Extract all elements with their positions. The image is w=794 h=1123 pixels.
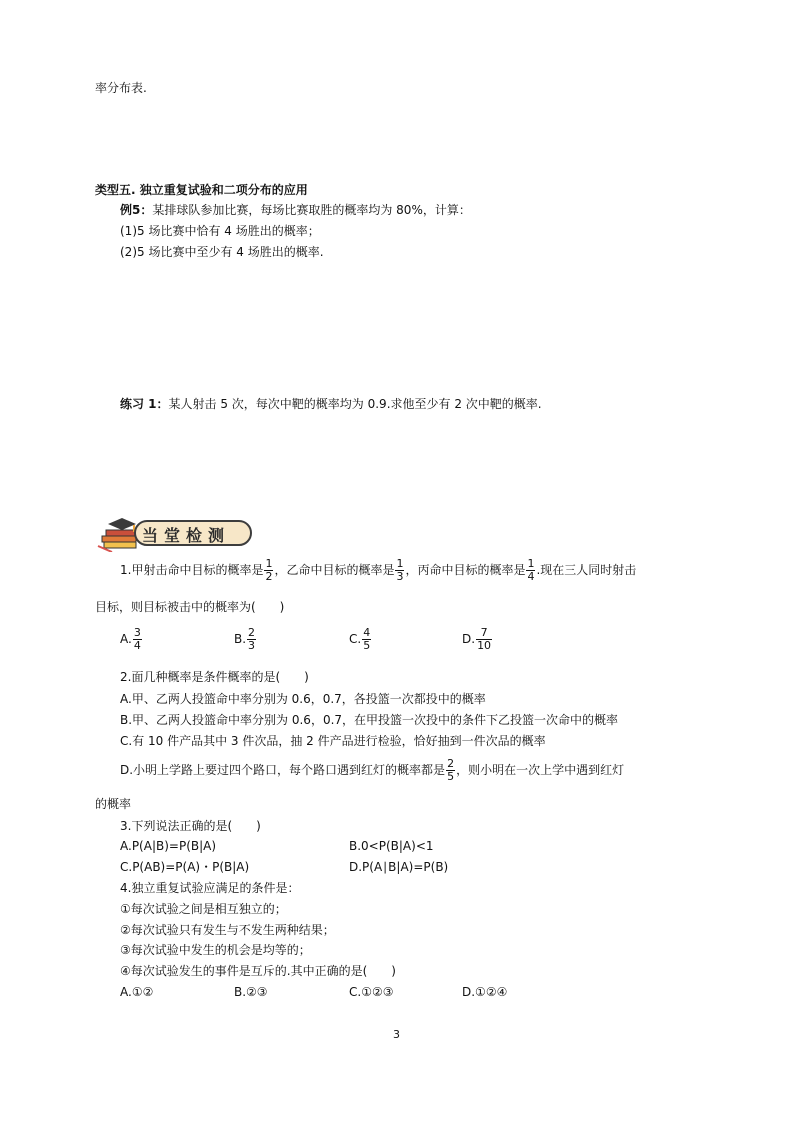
q1-text-part1: 1.甲射击命中目标的概率是 (120, 563, 264, 577)
q1-option-c-num: 4 (363, 626, 371, 639)
q1-frac2 (395, 558, 404, 583)
top-line-text: 率分布表. (95, 81, 147, 95)
example5-q2: (2)5 场比赛中至少有 4 场胜出的概率. (120, 245, 324, 259)
q4-condition-2: ②每次试验只有发生与不发生两种结果； (120, 923, 335, 937)
q1-text-part3: ，丙命中目标的概率是 (405, 563, 526, 577)
q4-option-b: B.②③ (234, 985, 268, 999)
q1-option-d (462, 624, 493, 654)
q1-option-b (234, 624, 257, 654)
q2-option-d-frac-num: 2 (447, 757, 455, 770)
q2-option-b: B.甲、乙两人投篮命中率分别为 0.6，0.7，在甲投篮一次投中的条件下乙投篮一次命中的概率 (120, 713, 619, 727)
q1-option-b-num: 2 (248, 626, 256, 639)
q2-stem: 2.面几种概率是条件概率的是( ) (120, 670, 309, 684)
q2-option-d-post: ，则小明在一次上学中遇到红灯 (456, 763, 625, 777)
example5-stem (120, 201, 471, 219)
q4-option-c: C.①②③ (349, 985, 394, 999)
q1-option-a (120, 624, 143, 654)
q4-condition-1: ①每次试验之间是相互独立的； (120, 902, 287, 916)
q1-frac2-den: 3 (396, 570, 404, 583)
q1-option-d-label: D. (462, 632, 476, 646)
q2-option-d (120, 755, 624, 785)
q1-option-a-frac (133, 627, 142, 652)
q1-option-c-den: 5 (363, 639, 371, 652)
q1-stem (120, 555, 636, 585)
q1-option-d-frac (476, 627, 492, 652)
q2-option-c: C.有 10 件产品其中 3 件次品，抽 2 件产品进行检验，恰好抽到一件次品的概率 (120, 734, 546, 748)
practice1-label: 练习 1： (120, 397, 169, 411)
q2-option-d-frac-den: 5 (447, 770, 455, 783)
q2-option-d-pre: D.小明上学路上要过四个路口，每个路口遇到红灯的概率都是 (120, 763, 446, 777)
q3-stem: 3.下列说法正确的是( ) (120, 819, 261, 833)
q2-option-a: A.甲、乙两人投篮命中率分别为 0.6，0.7，各投篮一次都投中的概率 (120, 692, 486, 706)
section-title: 类型五. 独立重复试验和二项分布的应用 (95, 183, 308, 197)
q1-option-c-label: C. (349, 632, 362, 646)
q1-option-a-den: 4 (133, 639, 141, 652)
q1-frac3-den: 4 (527, 570, 535, 583)
q1-text-part2: ，乙命中目标的概率是 (274, 563, 395, 577)
q1-line2: 目标，则目标被击中的概率为( ) (95, 600, 285, 614)
q4-condition-4: ④每次试验发生的事件是互斥的.其中正确的是( ) (120, 964, 396, 978)
q3-option-a: A.P(A|B)=P(B|A) (120, 839, 217, 853)
q1-option-b-den: 3 (248, 639, 256, 652)
q1-option-c (349, 624, 372, 654)
q2-option-d-frac (446, 758, 455, 783)
q1-option-d-num: 7 (476, 627, 492, 640)
practice1-text: 某人射击 5 次，每次中靶的概率均为 0.9.求他至少有 2 次中靶的概率. (168, 397, 542, 411)
example5-label: 例5： (120, 203, 153, 217)
practice1 (120, 395, 542, 413)
q4-condition-3: ③每次试验中发生的机会是均等的； (120, 943, 311, 957)
q3-option-c: C.P(AB)=P(A)・P(B|A) (120, 860, 250, 874)
q1-frac3-num: 1 (527, 557, 535, 570)
q1-frac2-num: 1 (396, 557, 404, 570)
example5-text: 某排球队参加比赛，每场比赛取胜的概率均为 80%，计算： (152, 203, 471, 217)
q1-text-part4: .现在三人同时射击 (536, 563, 637, 577)
q1-option-b-frac (247, 627, 256, 652)
q1-frac1 (264, 558, 273, 583)
q1-option-c-frac (362, 627, 371, 652)
q1-option-a-label: A. (120, 632, 132, 646)
q4-option-d: D.①②④ (462, 985, 508, 999)
q1-frac1-num: 1 (265, 557, 273, 570)
q2-option-d-line2: 的概率 (95, 797, 132, 811)
q1-option-a-num: 3 (133, 626, 141, 639)
q4-option-a: A.①② (120, 985, 154, 999)
section-banner (96, 516, 262, 550)
banner-title: 当堂检测 (142, 526, 231, 545)
q3-option-b: B.0<P(B|A)<1 (349, 839, 434, 853)
q1-option-d-den: 10 (477, 639, 492, 652)
q4-stem: 4.独立重复试验应满足的条件是： (120, 881, 300, 895)
q1-frac3 (526, 558, 535, 583)
q1-frac1-den: 2 (265, 570, 273, 583)
example5-q1: (1)5 场比赛中恰有 4 场胜出的概率； (120, 224, 320, 238)
q3-option-d: D.P(A∣B|A)=P(B) (349, 860, 449, 874)
page-number: 3 (393, 1028, 400, 1041)
q1-option-b-label: B. (234, 632, 247, 646)
